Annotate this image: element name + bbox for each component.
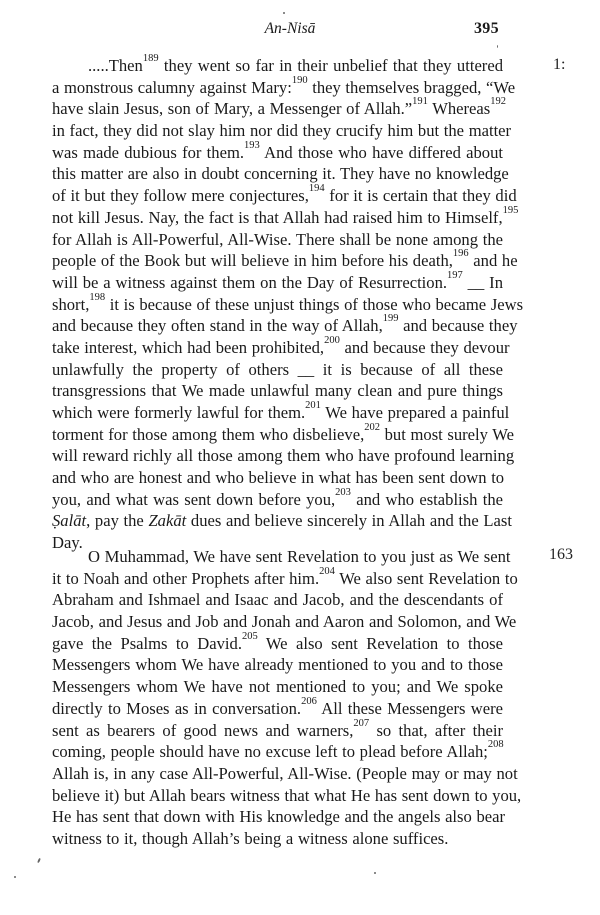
text-line [52,510,512,532]
text-run: people of the Book but will believe in him before his death, [52,251,453,271]
text-line [52,204,519,229]
italic-term: Zakāt [148,511,187,531]
text-run: of it but they follow mere conjectures, [52,186,309,206]
text-run: We also sent Revelation to [334,568,518,588]
text-run: they went so far in their unbelief that they uttered [158,56,503,75]
footnote-ref: 206 [301,695,317,707]
footnote-ref: 189 [142,53,159,64]
footnote-ref: 197 [447,269,463,281]
paragraph-2 [52,546,522,850]
text-run: And those who have differed about [259,142,503,162]
footnote-ref: 199 [382,313,399,325]
footnote-ref: 201 [305,400,321,411]
scan-speck [374,872,376,874]
margin-verse-number: 163 [549,546,573,563]
text-run: We have prepared a painful [320,403,510,422]
text-line [52,359,503,381]
text-run: they themselves bragged, “We [307,77,516,97]
text-run: , pay the [86,511,149,531]
text-line [52,546,511,568]
text-run: not kill Jesus. Nay, the fact is that Allah had raised him to Himself, [52,207,503,227]
text-run: but most surely We [379,424,515,444]
scan-speck [37,858,41,863]
text-run: __ In [462,272,503,292]
text-line [52,763,518,785]
text-run: and because they [398,316,518,336]
text-line [52,163,509,185]
text-line [52,74,516,99]
text-run: believe it) but Allah bears witness that what He has sent down to you, [52,785,522,805]
footnote-ref: 196 [452,248,469,260]
text-run: and because they devour [339,337,510,357]
italic-term: Ṣalāt [52,511,87,531]
footnote-ref: 198 [89,291,106,303]
text-line [52,334,510,359]
text-run: coming, people should have no excuse left to plead before Allah; [52,742,488,762]
text-line [52,380,503,402]
text-run: you, and what was sent down before you, [52,489,336,509]
text-run: a monstrous calumny against Mary: [52,77,292,97]
text-line [52,445,515,467]
text-run: O Muhammad, We have sent Revelation to you just as We sent [88,547,511,566]
text-run: Messengers whom We have already mentioned to you and to those [52,655,503,675]
chapter-title: An-Nisā [264,20,316,37]
text-line [52,96,506,120]
text-line [52,421,515,446]
text-line [52,486,503,511]
text-run: .....Then [88,56,143,75]
text-run: All these Messengers were [316,698,504,718]
footnote-ref: 200 [324,334,340,346]
text-line [52,717,504,742]
text-line [52,695,504,720]
text-line [52,806,506,828]
text-line [52,785,522,807]
text-line [52,55,503,77]
text-run: it is because of these unjust things of those who became Jews [105,294,524,314]
text-run: in fact, they did not slay him nor did they crucify him but the matter [52,121,512,141]
text-run: witness to it, though Allah’s being a witness alone suffices. [52,828,449,848]
footnote-ref: 208 [487,739,504,751]
text-run: sent as bearers of good news and warners, [52,720,354,740]
text-run: it to Noah and other Prophets after him. [52,568,320,588]
paragraph-1 [52,53,524,554]
text-line [52,269,503,294]
text-line [52,291,524,316]
footnote-ref: 193 [244,139,260,151]
text-run: directly to Moses as in conversation. [52,698,302,718]
text-line [52,611,517,633]
text-run: Jacob, and Jesus and Job and Jonah and Aaron and Solomon, and We [52,612,517,632]
footnote-ref: 195 [502,204,519,216]
text-run: Abraham and Ishmael and Isaac and Jacob, and the descendants of [52,590,503,610]
text-line [52,654,503,676]
text-run: unlawfully the property of others __ it is because of all these [52,359,503,379]
footnote-ref: 205 [241,630,258,642]
text-line [52,229,503,251]
text-run: torment for those among them who disbelieve, [52,424,365,444]
footnote-ref: 192 [490,96,506,108]
text-line [52,183,517,207]
text-run: will be a witness against them on the Day of Resurrection. [52,272,448,292]
text-run: which were formerly lawful for them. [52,403,306,422]
footnote-ref: 191 [412,96,428,108]
margin-verse-number: 1: [553,56,566,73]
scan-speck [497,45,498,48]
text-run: transgressions that We made unlawful many clean and pure things [52,381,503,401]
text-line [52,741,503,763]
text-run: so that, after their [369,720,504,740]
text-line [52,589,503,611]
footnote-ref: 204 [319,565,335,577]
text-run: for Allah is All-Powerful, All-Wise. There shall be none among the [52,229,503,249]
text-run: Messengers whom We have not mentioned to you; and We spoke [52,677,503,697]
text-line [52,467,503,489]
text-line [52,248,518,272]
text-run: for it is certain that they did [324,186,517,206]
footnote-ref: 194 [308,183,325,195]
footnote-ref: 202 [364,421,380,433]
text-run: was made dubious for them. [52,142,245,162]
text-run: this matter are also in doubt concerning it. They have no knowledge [52,164,509,184]
text-line [52,139,503,164]
text-run: and who are honest and who believe in what has been sent down to [52,468,505,488]
text-line [52,313,518,337]
scan-speck [14,876,16,878]
text-line [52,630,503,655]
page-number: 395 [474,20,499,37]
text-run: Allah is, in any case All-Powerful, All-Wise. (People may or may not [52,763,518,783]
text-run: short, [52,294,90,314]
text-line [52,828,503,850]
text-run: dues and believe sincerely in Allah and the Last [186,511,512,531]
text-run: will reward richly all those among them who have profound learning [52,446,515,466]
text-line [52,120,512,142]
text-run: have slain Jesus, son of Mary, a Messenger of Allah.” [52,99,413,119]
text-line [52,400,510,424]
text-run: and he [468,251,518,271]
footnote-ref: 190 [291,74,308,86]
text-run: gave the Psalms to David. [52,633,242,653]
text-run: Day. [52,533,83,553]
text-run: He has sent that down with His knowledge and the angels also bear [52,807,506,827]
text-line [52,676,503,698]
text-run: Whereas [427,99,491,119]
footnote-ref: 207 [353,717,370,729]
footnote-ref: 203 [335,486,351,498]
text-run: We also sent Revelation to those [257,633,503,653]
text-run: and who establish the [350,489,503,509]
text-line [52,565,518,590]
text-run: and because they often stand in the way of Allah, [52,316,383,336]
text-run: take interest, which had been prohibited, [52,337,325,357]
scan-speck [283,12,285,14]
